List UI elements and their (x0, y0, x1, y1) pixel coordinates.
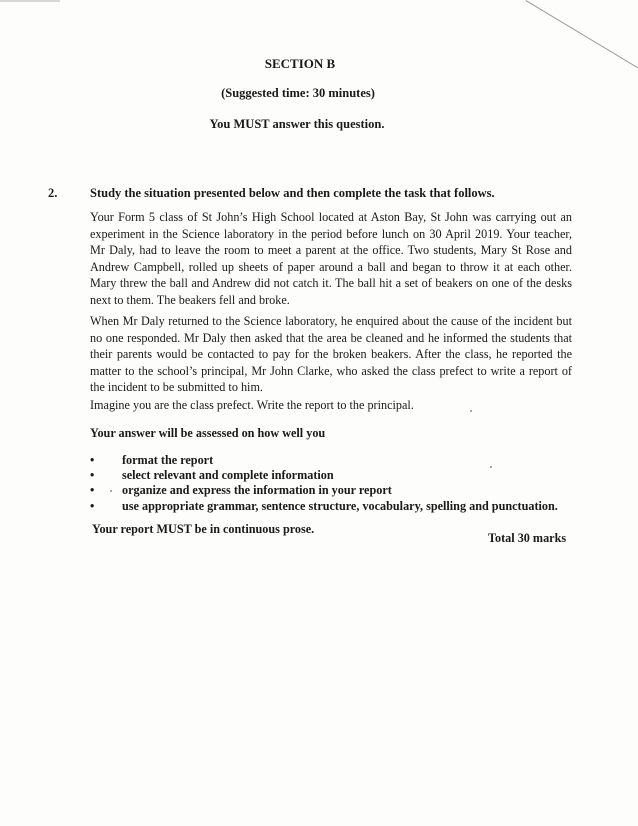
suggested-time: (Suggested time: 30 minutes) (221, 86, 375, 100)
criteria-item: • select relevant and complete information (90, 468, 558, 483)
task-paragraph: Imagine you are the class prefect. Write the report to the principal. (90, 398, 414, 412)
scan-speck (110, 490, 112, 492)
question-instruction: Study the situation presented below and then complete the task that follows. (90, 186, 495, 200)
page-edge-shadow (0, 0, 60, 2)
must-answer-notice: You MUST answer this question. (209, 117, 385, 131)
question-number: 2. (48, 186, 58, 200)
criteria-item: • use appropriate grammar, sentence structure, vocabulary, spelling and punctuation. (90, 499, 558, 514)
scenario-paragraph-2: When Mr Daly returned to the Science laboratory, he enquired about the cause of the incident but no one responded. Mr Daly then asked that the area be cleaned and he informed the students that their parents would be contacted to pay for the broken beakers. After the class, he reported the matter to the school’s principal, Mr John Clarke, who asked the class prefect to write a report of the incident to be submitted to him. (90, 314, 572, 395)
assessment-criteria-list (90, 453, 558, 514)
criteria-item: • format the report (90, 453, 558, 468)
scan-speck (490, 466, 492, 468)
assessment-intro: Your answer will be assessed on how well you (90, 426, 326, 440)
scenario-paragraph-1: Your Form 5 class of St John’s High School located at Aston Bay, St John was carrying out an experiment in the Science laboratory in the period before lunch on 30 April 2019. Your teacher, Mr Daly, had to leave the room to meet a parent at the office. Two students, Mary St Rose and Andrew Campbell, rolled up sheets of paper around a ball and began to throw it at each other. Mary threw the ball and Andrew did not catch it. The ball hit a set of beakers on one of the desks next to them. The beakers fell and broke. (90, 210, 572, 307)
total-marks: Total 30 marks (488, 531, 567, 545)
prose-requirement: Your report MUST be in continuous prose. (92, 522, 315, 536)
scan-speck (470, 410, 472, 412)
section-title: SECTION B (264, 56, 336, 71)
criteria-item: • organize and express the information in your report (90, 483, 558, 498)
